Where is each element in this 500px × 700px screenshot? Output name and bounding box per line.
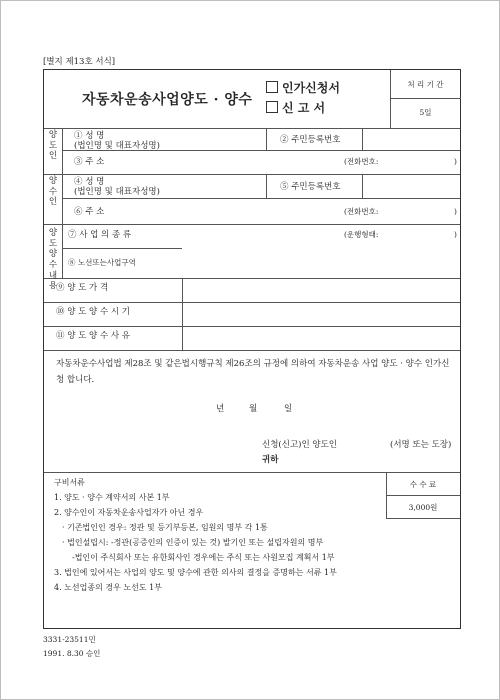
option-label: 신 고 서: [282, 101, 326, 115]
transferor-id-label: ② 주민등록번호: [280, 135, 341, 145]
attachment-item: 2. 양수인이 자동차운송사업자가 아닌 경우: [54, 508, 204, 517]
attachment-item: 3. 법인에 있어서는 사업의 양도 및 양수에 관한 의사의 결정을 증명하는 서류 1부: [54, 568, 337, 577]
reason-label: ⑪ 양 도 양 수 사 유: [56, 331, 130, 341]
date-day: 일: [284, 404, 293, 414]
date-month: 월: [249, 404, 258, 414]
applicant-label: 신청(신고)인 양도인: [262, 440, 338, 450]
name-sub-label: (법인명 및 대표자성명): [74, 187, 160, 198]
transferor-id-field[interactable]: [364, 130, 458, 148]
business-type-field[interactable]: [164, 226, 334, 246]
price-field[interactable]: [184, 280, 458, 298]
transferee-name-field[interactable]: [164, 176, 264, 196]
checkbox-icon[interactable]: [266, 81, 278, 93]
business-side-label: 양도양수내용: [48, 228, 58, 292]
form-number: [별지 제13호 서식]: [43, 57, 116, 67]
transferor-name-label: [74, 131, 160, 151]
transferor-side-label: 양도인: [48, 130, 58, 162]
transferee-address-field[interactable]: [164, 200, 344, 222]
name-label: ① 성 명: [74, 131, 105, 141]
attachment-item: 1. 양도 · 양수 계약서의 사본 1부: [54, 493, 170, 502]
route-area-field[interactable]: [184, 250, 458, 276]
footer-code: 3331-23511민: [43, 635, 96, 644]
processing-period-value: 5일: [419, 108, 432, 117]
transferor-address-field[interactable]: [164, 152, 344, 170]
fee-value: 3,000원: [408, 503, 438, 512]
option-permit-application[interactable]: [266, 81, 340, 95]
name-label: ④ 성 명: [74, 177, 105, 187]
attachments-heading: 구비서류: [54, 478, 85, 487]
attachment-item: · 기존법인인 경우: 정관 및 등기부등본, 임원의 명부 각 1통: [62, 523, 268, 532]
business-type-label: ⑦ 사 업 의 종 류: [68, 230, 132, 240]
transferee-id-field[interactable]: [364, 176, 458, 196]
application-statement: 자동차운수사업법 제28조 및 같은법시행규칙 제26조의 규정에 의하여 자동차운송 사업 양도 · 양수 인가신청 합니다.: [56, 359, 450, 386]
timing-field[interactable]: [184, 304, 458, 322]
reason-field[interactable]: [184, 328, 458, 346]
timing-label: ⑩ 양 도 양 수 시 기: [56, 307, 130, 317]
transferor-name-field[interactable]: [164, 130, 264, 148]
checkbox-icon[interactable]: [266, 101, 278, 113]
footer-approval: 1991. 8.30 승인: [43, 649, 101, 658]
attachment-item: · 법인설립시: -정관(공증인의 인증이 있는 것) 발기인 또는 설립자원의 명부: [62, 538, 324, 547]
price-label: ⑨ 양 도 가 격: [56, 283, 109, 293]
processing-period-label: 처 리 기 간: [407, 80, 444, 89]
option-label: 인가신청서: [282, 81, 340, 95]
operation-form-close: ): [454, 230, 457, 239]
recipient-label: 귀하: [262, 455, 279, 465]
transferee-phone-close: ): [454, 207, 457, 216]
transferor-phone-close: ): [454, 157, 457, 166]
transferor-phone-label: (전화번호:: [344, 157, 379, 166]
transferee-id-label: ⑤ 주민등록번호: [280, 182, 341, 192]
attachment-item: 4. 노선업종의 경우 노선도 1부: [54, 583, 162, 592]
form-title: 자동차운송사업양도 · 양수: [82, 92, 253, 108]
transferee-phone-label: (전화번호:: [344, 207, 379, 216]
transferee-address-label: ⑥ 주 소: [74, 207, 105, 217]
date-year: 년: [216, 404, 225, 414]
route-area-label: ⑧ 노선또는사업구역: [68, 258, 136, 267]
fee-label: 수 수 료: [409, 480, 437, 489]
attachment-item: -법인이 주식회사 또는 유한회사인 경우에는 주식 또는 사원모집 계획서 1부: [72, 553, 335, 562]
transferor-address-label: ③ 주 소: [74, 157, 105, 167]
name-sub-label: (법인명 및 대표자성명): [74, 141, 160, 152]
transferee-name-label: [74, 177, 160, 197]
signature-label: (서명 또는 도장): [390, 440, 452, 450]
option-report[interactable]: [266, 101, 325, 115]
application-form: [43, 69, 461, 629]
transferee-side-label: 양수인: [48, 176, 58, 208]
operation-form-label: (운행형태:: [344, 230, 379, 239]
